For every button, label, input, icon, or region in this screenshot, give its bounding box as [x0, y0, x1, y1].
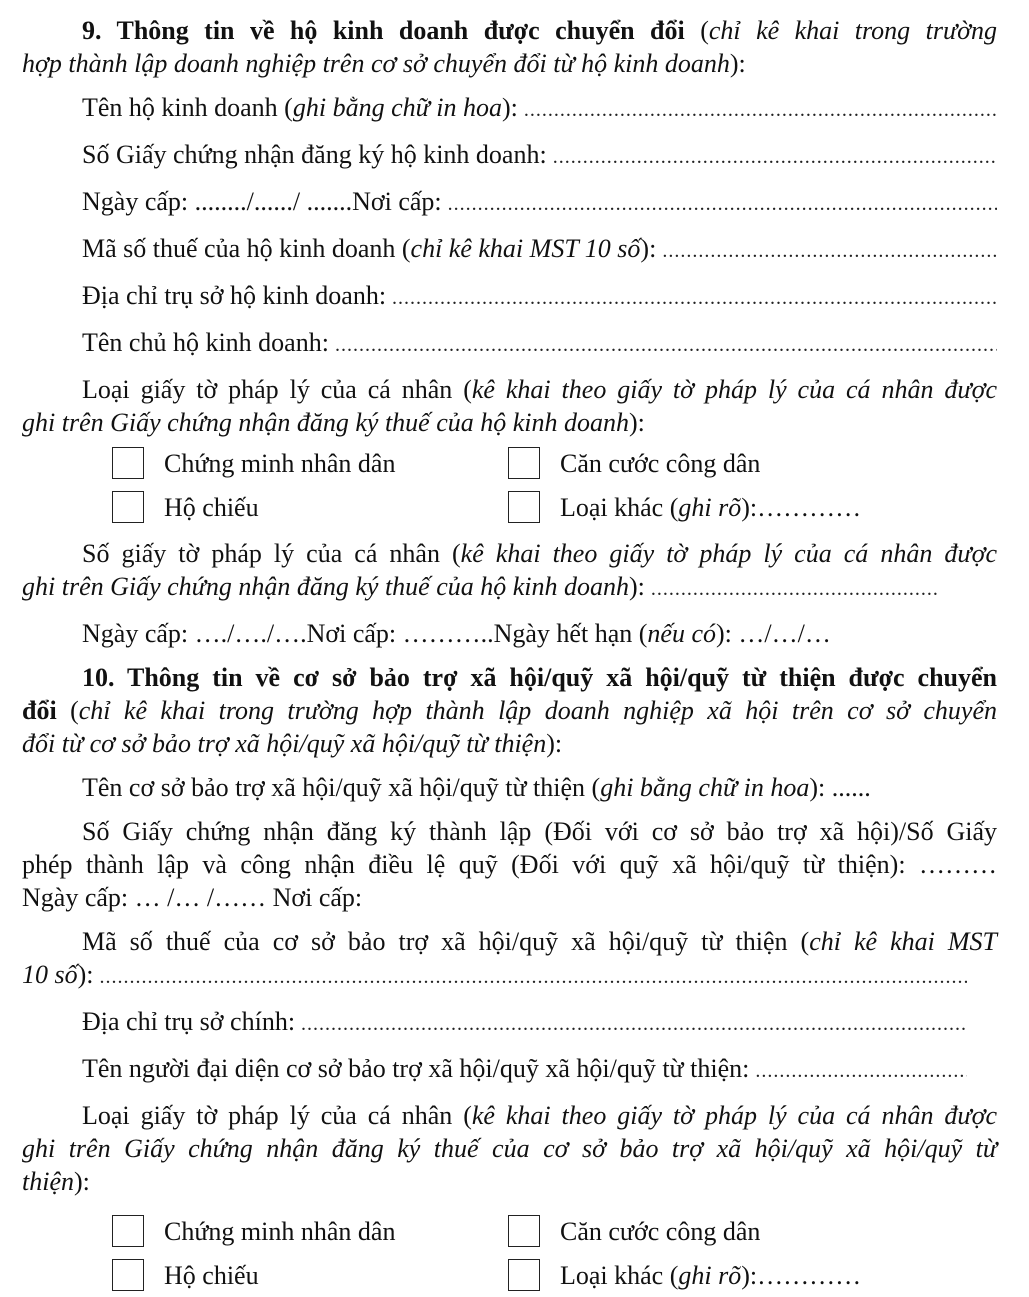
business-name-label: Tên hộ kinh doanh (	[82, 93, 293, 122]
charity-tax-field[interactable]	[100, 961, 967, 994]
business-owner-label: Tên chủ hộ kinh doanh:	[82, 328, 329, 357]
charity-doc-type-options: Chứng minh nhân dân Căn cước công dân Hộ chiếu Loại khác (ghi rõ):…………	[22, 1209, 997, 1297]
doc-type-options	[22, 441, 997, 529]
charity-cmnd-checkbox[interactable]	[112, 1215, 144, 1247]
business-tax-field[interactable]	[662, 235, 997, 268]
business-tax-row: Mã số thuế của hộ kinh doanh ( chỉ kê khai MST 10 số ): .....	[22, 232, 997, 268]
charity-passport-checkbox[interactable]	[112, 1259, 144, 1291]
charity-address-row: Địa chỉ trụ sở chính: .....	[22, 1005, 997, 1041]
business-tax-label: Mã số thuế của hộ kinh doanh (	[82, 234, 411, 263]
section9-title: 9. Thông tin về hộ kinh doanh được chuyển đổi	[82, 16, 685, 45]
charity-rep-row: Tên người đại diện cơ sở bảo trợ xã hội/quỹ xã hội/quỹ từ thiện: .....	[22, 1052, 997, 1088]
cmnd-checkbox[interactable]	[112, 447, 144, 479]
section9-note-l1: chỉ kê khai trong trường	[708, 16, 998, 45]
cccd-label: Căn cước công dân	[560, 448, 761, 478]
section9-heading: 9. Thông tin về hộ kinh doanh được chuyển đổi (chỉ kê khai trong trường	[82, 16, 998, 45]
business-issue-place-field[interactable]	[448, 188, 997, 221]
other-doc-checkbox[interactable]	[508, 491, 540, 523]
charity-license-l3: Ngày cấp: … /… /…… Nơi cấp:	[22, 883, 363, 912]
doc-number-field[interactable]	[651, 573, 937, 606]
business-name-row: Tên hộ kinh doanh ( ghi bằng chữ in hoa ): .....	[22, 91, 997, 127]
business-owner-field[interactable]	[335, 329, 997, 362]
other-doc-label: Loại khác (ghi rõ):…………	[560, 492, 862, 522]
section9-note-l2: hợp thành lập doanh nghiệp trên cơ sở chuyển đổi từ hộ kinh doanh	[22, 49, 730, 78]
charity-rep-field[interactable]	[755, 1055, 967, 1088]
section9-heading-cont: hợp thành lập doanh nghiệp trên cơ sở chuyển đổi từ hộ kinh doanh):	[22, 49, 746, 78]
business-name-field[interactable]	[524, 94, 997, 127]
business-cert-field[interactable]	[553, 141, 997, 174]
passport-label: Hộ chiếu	[164, 492, 259, 522]
business-issue-row	[22, 185, 997, 221]
business-cert-label: Số Giấy chứng nhận đăng ký hộ kinh doanh:	[82, 140, 547, 169]
doc-number-heading: Số giấy tờ pháp lý của cá nhân (kê khai theo giấy tờ pháp lý của cá nhân được	[82, 539, 997, 568]
charity-license-l1: Số Giấy chứng nhận đăng ký thành lập (Đối với cơ sở bảo trợ xã hội)/Số Giấy	[82, 817, 997, 846]
charity-name-row: Tên cơ sở bảo trợ xã hội/quỹ xã hội/quỹ từ thiện (ghi bằng chữ in hoa): ......	[82, 773, 871, 802]
business-owner-row	[22, 326, 997, 362]
business-issue-label: Ngày cấp: ......../....../ .......Nơi cấp:	[82, 187, 442, 216]
business-address-row	[22, 279, 997, 315]
charity-tax-heading: Mã số thuế của cơ sở bảo trợ xã hội/quỹ xã hội/quỹ từ thiện (chỉ kê khai MST	[82, 927, 997, 956]
business-address-field[interactable]	[392, 282, 997, 315]
business-address-label: Địa chỉ trụ sở hộ kinh doanh:	[82, 281, 387, 310]
section10-title: 10. Thông tin về cơ sở bảo trợ xã hội/quỹ xã hội/quỹ từ thiện được chuyển	[82, 663, 997, 692]
section10-heading-cont: đổi (chỉ kê khai trong trường hợp thành lập doanh nghiệp xã hội trên cơ sở chuyển	[22, 696, 997, 725]
charity-license-l2: phép thành lập và công nhận điều lệ quỹ (Đối với quỹ xã hội/quỹ từ thiện): ………	[22, 850, 997, 879]
charity-address-field[interactable]	[301, 1008, 967, 1041]
cccd-checkbox[interactable]	[508, 447, 540, 479]
passport-checkbox[interactable]	[112, 491, 144, 523]
form-page: 9. Thông tin về hộ kinh doanh được chuyển đổi (chỉ kê khai trong trường hợp thành lập doanh nghiệp trên cơ sở chuyển đổi từ hộ kinh doanh): Tên hộ kinh doanh ( ghi bằng chữ in hoa ): ..... Số Giấy chứng nhận đăng ký hộ kinh doanh: ..... Ngày cấp: ......../....../ .......Nơi cấp: ..... Mã số thuế của hộ kinh doanh ( chỉ kê khai MST 10 số ): ..... Địa chỉ trụ sở hộ kinh doanh: ..... Tên chủ hộ kinh doanh: ..... Loại giấy tờ pháp lý của cá nhân (kê khai theo giấy tờ pháp lý của cá nhân được ghi trên Giấy chứng nhận đăng ký thuế của hộ kinh doanh): Chứng minh nhân dân Căn cước công dân Hộ chiếu Loại khác (ghi rõ):………… Số giấy tờ pháp lý của cá nhân (kê khai theo giấy tờ pháp lý của cá nhân được ghi trên Giấy chứng nhận đăng ký thuế của hộ kinh doanh ): ..... Ngày cấp: …./…./….Nơi cấp: ………..Ngày hết hạn (nếu có): …/…/… 10. Thông tin về cơ sở bảo trợ xã hội/quỹ xã hội/quỹ từ thiện được chuyển đổi (chỉ kê khai trong trường hợp thành lập doanh nghiệp xã hội trên cơ sở chuyển đổi từ cơ sở bảo trợ xã hội/quỹ xã hội/quỹ từ thiện): Tên cơ sở bảo trợ xã hội/quỹ xã hội/quỹ từ thiện (ghi bằng chữ in hoa): ...... Số Giấy chứng nhận đăng ký thành lập (Đối với cơ sở bảo trợ xã hội)/Số Giấy phép thành lập và công nhận điều lệ quỹ (Đối với quỹ xã hội/quỹ từ thiện): ……… Ngày cấp: … /… /…… Nơi cấp: Mã số thuế của cơ sở bảo trợ xã hội/quỹ xã hội/quỹ từ thiện (chỉ kê khai MST 10 số ): ..... Địa chỉ trụ sở chính: ..... Tên người đại diện cơ sở bảo trợ xã hội/quỹ xã hội/quỹ từ thiện: ..... Loại giấy tờ pháp lý của cá nhân (kê khai theo giấy tờ pháp lý của cá nhân được ghi trên Giấy chứng nhận đăng ký thuế của cơ sở bảo trợ xã hội/quỹ xã hội/quỹ từ thiện): Chứng minh nhân dân Căn cước công dân Hộ chiếu Loại khác (ghi rõ):…………	[22, 14, 997, 1297]
business-cert-row	[22, 138, 997, 174]
doc-type-heading: Loại giấy tờ pháp lý của cá nhân (kê khai theo giấy tờ pháp lý của cá nhân được	[82, 375, 997, 404]
cmnd-label: Chứng minh nhân dân	[164, 448, 396, 478]
charity-cccd-checkbox[interactable]	[508, 1215, 540, 1247]
charity-doc-type-heading: Loại giấy tờ pháp lý của cá nhân (kê khai theo giấy tờ pháp lý của cá nhân được	[82, 1101, 997, 1130]
doc-issue-row: Ngày cấp: …./…./….Nơi cấp: ………..Ngày hết hạn (nếu có): …/…/…	[82, 619, 831, 648]
charity-other-doc-checkbox[interactable]	[508, 1259, 540, 1291]
